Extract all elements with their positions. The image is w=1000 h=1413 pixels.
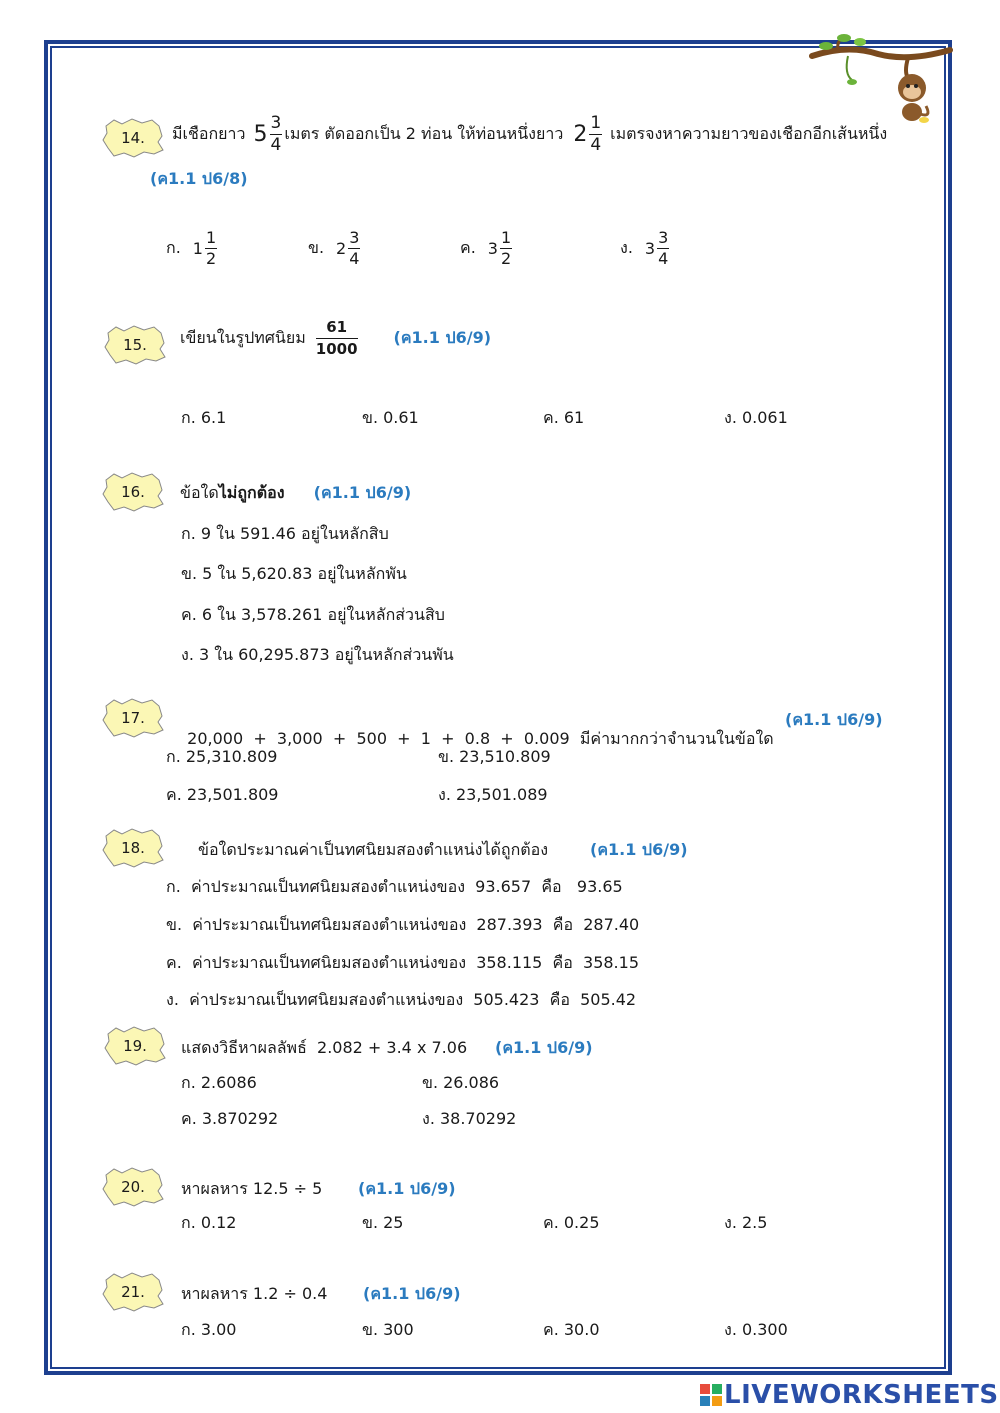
- fraction: [500, 230, 512, 267]
- numerator: 1: [205, 228, 217, 247]
- question-16-badge: [102, 472, 164, 512]
- q14-mixed-number-2: [573, 115, 604, 154]
- question-17-badge: [102, 698, 164, 738]
- q14-option-d[interactable]: [620, 230, 671, 267]
- question-18-badge: [102, 828, 164, 868]
- q14-option-c[interactable]: [460, 230, 514, 267]
- fraction: [589, 115, 602, 154]
- denominator: 1000: [315, 340, 358, 358]
- q19-option-d[interactable]: ง. 38.70292: [422, 1109, 517, 1128]
- q17-option-c[interactable]: ค. 23,501.809: [166, 785, 279, 804]
- q14-option-a[interactable]: [166, 230, 219, 267]
- numerator: 1: [500, 228, 512, 247]
- fraction: [348, 230, 360, 267]
- q16-reference: (ค1.1 ป6/9): [313, 483, 412, 502]
- q17-reference: (ค1.1 ป6/9): [785, 710, 883, 729]
- whole: 1: [192, 239, 203, 258]
- numerator: 3: [349, 228, 360, 247]
- q21-option-a[interactable]: ก. 3.00: [181, 1320, 237, 1339]
- q19-option-a[interactable]: ก. 2.6086: [181, 1073, 257, 1092]
- q20-option-b[interactable]: ข. 25: [362, 1213, 404, 1232]
- q14-text-part: เมตรจงหาความยาวของเชือกอีกเส้นหนึ่ง: [610, 124, 888, 143]
- q18-option-a[interactable]: ก. ค่าประมาณเป็นทศนิยมสองตำแหน่งของ 93.657 คือ 93.65: [166, 877, 623, 896]
- option-label: ก.: [166, 238, 181, 257]
- q18-option-d[interactable]: ง. ค่าประมาณเป็นทศนิยมสองตำแหน่งของ 505.423 คือ 505.42: [166, 990, 637, 1009]
- q14-option-b[interactable]: [308, 230, 362, 267]
- q14-text-part: มีเชือกยาว: [172, 124, 246, 143]
- question-19-badge: [104, 1026, 166, 1066]
- q20-option-c[interactable]: ค. 0.25: [543, 1213, 600, 1232]
- q20-option-a[interactable]: ก. 0.12: [181, 1213, 237, 1232]
- question-15-text: [180, 320, 491, 357]
- q15-option-b[interactable]: ข. 0.61: [362, 408, 419, 427]
- q19-option-c[interactable]: ค. 3.870292: [181, 1109, 279, 1128]
- fraction: [205, 230, 217, 267]
- option-label: ง.: [620, 238, 633, 257]
- question-number: 14.: [121, 129, 145, 147]
- q19-reference: (ค1.1 ป6/9): [495, 1038, 593, 1057]
- denominator: 4: [349, 249, 360, 268]
- question-number: 19.: [123, 1037, 147, 1055]
- whole: 2: [573, 122, 588, 147]
- q16-emphasis: ไม่ถูกต้อง: [218, 483, 285, 502]
- option-label: ข.: [308, 238, 325, 257]
- liveworksheets-logo[interactable]: [700, 1380, 999, 1410]
- question-15-badge: [104, 325, 166, 365]
- denominator: 4: [590, 135, 602, 155]
- q21-option-c[interactable]: ค. 30.0: [543, 1320, 600, 1339]
- q15-option-d[interactable]: ง. 0.061: [724, 408, 788, 427]
- question-21-text: หาผลหาร 1.2 ÷ 0.4: [181, 1284, 328, 1303]
- whole: 5: [253, 122, 268, 147]
- question-number: 18.: [121, 839, 145, 857]
- q20-option-d[interactable]: ง. 2.5: [724, 1213, 768, 1232]
- q18-option-b[interactable]: ข. ค่าประมาณเป็นทศนิยมสองตำแหน่งของ 287.393 คือ 287.40: [166, 915, 640, 934]
- whole: 2: [336, 239, 347, 258]
- q21-option-d[interactable]: ง. 0.300: [724, 1320, 788, 1339]
- question-20-badge: [102, 1167, 164, 1207]
- question-number: 21.: [121, 1283, 145, 1301]
- question-19-text: แสดงวิธีหาผลลัพธ์ 2.082 + 3.4 x 7.06: [181, 1038, 468, 1057]
- q20-reference: (ค1.1 ป6/9): [358, 1179, 456, 1198]
- q14-reference: (ค1.1 ป6/8): [150, 169, 248, 188]
- q19-option-b[interactable]: ข. 26.086: [422, 1073, 500, 1092]
- question-20-text: หาผลหาร 12.5 ÷ 5: [181, 1179, 323, 1198]
- q17-text-part: 20,000 + 3,000 + 500 + 1 + 0.8 + 0.009 มีค่ามากกว่าจำนวนในข้อใด: [187, 729, 774, 748]
- question-number: 17.: [121, 709, 145, 727]
- q17-option-a[interactable]: ก. 25,310.809: [166, 747, 278, 766]
- fraction: [270, 115, 283, 154]
- question-16-text: [180, 481, 411, 506]
- question-14-text: [172, 115, 887, 154]
- question-number: 20.: [121, 1178, 145, 1196]
- denominator: 2: [500, 249, 512, 268]
- q16-option-c[interactable]: ค. 6 ใน 3,578.261 อยู่ในหลักส่วนสิบ: [181, 605, 445, 624]
- numerator: 61: [316, 320, 358, 339]
- question-18-text: ข้อใดประมาณค่าเป็นทศนิยมสองตำแหน่งได้ถูกต้อง: [198, 840, 549, 859]
- fraction: [657, 230, 669, 267]
- q18-reference: (ค1.1 ป6/9): [590, 840, 688, 859]
- fraction: [316, 320, 358, 357]
- q16-option-b[interactable]: ข. 5 ใน 5,620.83 อยู่ในหลักพัน: [181, 564, 407, 583]
- numerator: 3: [270, 113, 282, 133]
- denominator: 4: [270, 135, 282, 155]
- q15-text-part: เขียนในรูปทศนิยม: [180, 328, 306, 347]
- q17-option-b[interactable]: ข. 23,510.809: [438, 747, 551, 766]
- q21-option-b[interactable]: ข. 300: [362, 1320, 414, 1339]
- denominator: 4: [658, 249, 669, 268]
- question-14-badge: [102, 118, 164, 158]
- q14-mixed-number-1: [254, 115, 285, 154]
- q14-text-part: เมตร ตัดออกเป็น 2 ท่อน ให้ท่อนหนึ่งยาว: [284, 124, 564, 143]
- monkey-branch-illustration: [808, 34, 954, 124]
- question-21-badge: [102, 1272, 164, 1312]
- q16-option-d[interactable]: ง. 3 ใน 60,295.873 อยู่ในหลักส่วนพัน: [181, 645, 454, 664]
- whole: 3: [487, 239, 498, 258]
- liveworksheets-logo-icon: [700, 1384, 722, 1406]
- question-number: 16.: [121, 483, 145, 501]
- q16-text-part: ข้อใด: [180, 483, 219, 502]
- q16-option-a[interactable]: ก. 9 ใน 591.46 อยู่ในหลักสิบ: [181, 524, 389, 543]
- q18-option-c[interactable]: ค. ค่าประมาณเป็นทศนิยมสองตำแหน่งของ 358.115 คือ 358.15: [166, 953, 639, 972]
- logo-text: LIVEWORKSHEETS: [724, 1380, 999, 1410]
- q15-option-c[interactable]: ค. 61: [543, 408, 585, 427]
- denominator: 2: [205, 249, 217, 268]
- q15-option-a[interactable]: ก. 6.1: [181, 408, 227, 427]
- q15-reference: (ค1.1 ป6/9): [393, 328, 492, 347]
- numerator: 1: [590, 113, 602, 133]
- q17-option-d[interactable]: ง. 23,501.089: [438, 785, 548, 804]
- numerator: 3: [658, 228, 669, 247]
- q21-reference: (ค1.1 ป6/9): [363, 1284, 461, 1303]
- question-number: 15.: [123, 336, 147, 354]
- option-label: ค.: [460, 238, 476, 257]
- whole: 3: [644, 239, 656, 258]
